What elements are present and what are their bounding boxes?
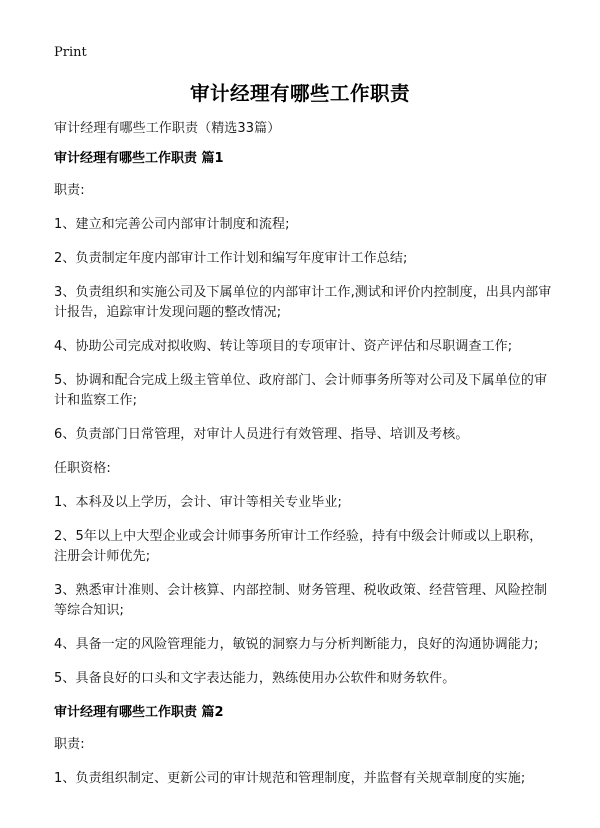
duty-item: 6、负责部门日常管理，对审计人员进行有效管理、指导、培训及考核。 xyxy=(54,427,469,442)
duty-item: 4、协助公司完成对拟收购、转让等项目的专项审计、资产评估和尽职调查工作; xyxy=(54,339,513,354)
section-heading: 审计经理有哪些工作职责 篇1 xyxy=(54,151,224,166)
qualifications-label: 任职资格: xyxy=(54,461,111,476)
qualification-item: 3、熟悉审计准则、会计核算、内部控制、财务管理、税收政策、经营管理、风险控制等综合知识; xyxy=(54,583,548,618)
duty-item: 1、建立和完善公司内部审计制度和流程; xyxy=(54,217,290,232)
duty-item: 5、协调和配合完成上级主管单位、政府部门、会计师事务所等对公司及下属单位的审计和监察工作; xyxy=(54,373,548,408)
print-link[interactable]: Print xyxy=(54,45,87,60)
qualification-item: 2、5年以上中大型企业或会计师事务所审计工作经验，持有中级会计师或以上职称，注册会计师优先; xyxy=(54,529,543,564)
duties-label: 职责: xyxy=(54,737,85,752)
duty-item: 1、负责组织制定、更新公司的审计规范和管理制度，并监督有关规章制度的实施; xyxy=(54,771,526,786)
qualification-item: 4、具备一定的风险管理能力，敏锐的洞察力与分析判断能力，良好的沟通协调能力; xyxy=(54,637,539,652)
duty-item: 2、负责制定年度内部审计工作计划和编写年度审计工作总结; xyxy=(54,251,408,266)
duty-item: 3、负责组织和实施公司及下属单位的内部审计工作,测试和评价内控制度，出具内部审计报告，追踪审计发现问题的整改情况; xyxy=(54,285,552,320)
section-heading: 审计经理有哪些工作职责 篇2 xyxy=(54,705,224,720)
qualification-item: 5、具备良好的口头和文字表达能力，熟练使用办公软件和财务软件。 xyxy=(54,671,456,686)
duties-label: 职责: xyxy=(54,183,85,198)
document-subtitle: 审计经理有哪些工作职责（精选33篇） xyxy=(54,121,281,136)
document-body xyxy=(54,119,554,803)
qualification-item: 1、本科及以上学历，会计、审计等相关专业毕业; xyxy=(54,495,342,510)
document-title: 审计经理有哪些工作职责 xyxy=(189,82,410,105)
